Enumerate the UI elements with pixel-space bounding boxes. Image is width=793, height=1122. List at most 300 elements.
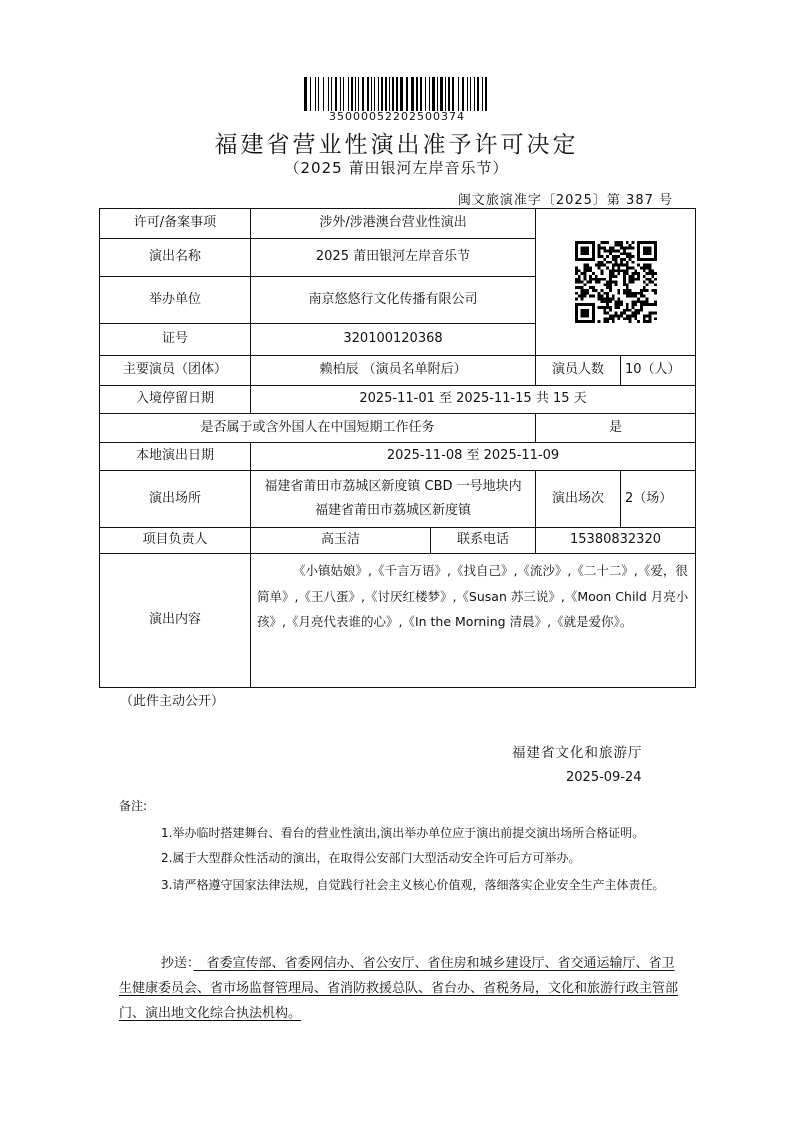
qr-module: [631, 247, 634, 250]
qr-module: [620, 315, 623, 318]
qr-code-cell: [536, 209, 696, 356]
qr-module: [654, 317, 657, 320]
qr-module: [603, 249, 606, 252]
qr-module: [608, 278, 611, 281]
barcode-bar: [355, 77, 356, 111]
qr-module: [597, 292, 600, 295]
qr-module: [606, 266, 609, 269]
qr-module: [575, 281, 578, 284]
local-dates-value: 2025-11-08 至 2025-11-09: [251, 443, 696, 471]
content-value: [251, 554, 696, 688]
qr-code: [575, 241, 657, 323]
qr-module: [614, 300, 617, 303]
qr-module: [617, 249, 620, 252]
qr-module: [645, 266, 648, 269]
barcode-bar: [411, 77, 414, 111]
barcode-bar: [458, 77, 459, 111]
qr-module: [628, 247, 631, 250]
qr-module: [640, 306, 643, 309]
qr-module: [631, 261, 634, 264]
qr-module: [620, 264, 623, 267]
qr-module: [654, 300, 657, 303]
qr-module: [603, 306, 606, 309]
qr-module: [645, 298, 648, 301]
qr-module: [611, 281, 614, 284]
qr-module: [606, 261, 609, 264]
qr-module: [631, 281, 634, 284]
permit-item-label: 许可/备案事项: [100, 209, 251, 239]
qr-module: [651, 312, 654, 315]
qr-module: [648, 266, 651, 269]
qr-module: [575, 278, 578, 281]
qr-module: [603, 320, 606, 323]
qr-module: [637, 278, 640, 281]
qr-module: [580, 295, 583, 298]
qr-module: [608, 283, 611, 286]
qr-module: [645, 283, 648, 286]
qr-module: [625, 306, 628, 309]
qr-module: [606, 249, 609, 252]
qr-module: [620, 244, 623, 247]
qr-module: [623, 272, 626, 275]
qr-module: [628, 295, 631, 298]
qr-module: [608, 286, 611, 289]
qr-module: [640, 292, 643, 295]
qr-module: [625, 283, 628, 286]
qr-module: [648, 320, 651, 323]
qr-module: [614, 261, 617, 264]
qr-module: [620, 247, 623, 250]
qr-module: [654, 312, 657, 315]
barcode-bar: [392, 77, 394, 111]
qr-module: [617, 266, 620, 269]
qr-module: [654, 289, 657, 292]
barcode-bar: [351, 77, 353, 111]
performers-value: 赖柏辰 （演员名单附后）: [251, 356, 536, 386]
qr-module: [654, 303, 657, 306]
qr-module: [614, 315, 617, 318]
qr-module: [642, 303, 645, 306]
qr-module: [620, 252, 623, 255]
venue-value: 福建省莆田市荔城区新度镇 CBD 一号地块内福建省莆田市荔城区新度镇: [251, 471, 536, 528]
table-row: [100, 414, 696, 443]
qr-module: [594, 275, 597, 278]
qr-module: [608, 281, 611, 284]
qr-module: [589, 278, 592, 281]
qr-module: [628, 266, 631, 269]
qr-module: [642, 269, 645, 272]
qr-module: [614, 303, 617, 306]
manager-value: 高玉洁: [251, 528, 431, 554]
qr-module: [634, 300, 637, 303]
qr-module: [637, 292, 640, 295]
qr-module: [648, 269, 651, 272]
qr-module: [589, 266, 592, 269]
qr-module: [625, 241, 628, 244]
qr-module: [651, 289, 654, 292]
qr-module: [583, 283, 586, 286]
qr-module: [634, 317, 637, 320]
qr-module: [617, 315, 620, 318]
qr-module: [625, 261, 628, 264]
barcode-bar: [318, 77, 319, 111]
qr-module: [617, 272, 620, 275]
qr-module: [640, 300, 643, 303]
barcode-bar: [323, 77, 324, 111]
qr-module: [611, 317, 614, 320]
qr-module: [606, 281, 609, 284]
qr-module: [628, 281, 631, 284]
local-dates-label: 本地演出日期: [100, 443, 251, 471]
qr-module: [586, 269, 589, 272]
qr-module: [628, 309, 631, 312]
qr-module: [651, 275, 654, 278]
qr-module: [577, 286, 580, 289]
qr-module: [608, 298, 611, 301]
qr-module: [606, 300, 609, 303]
qr-module: [631, 241, 634, 244]
qr-module: [623, 312, 626, 315]
short-term-work-label: 是否属于或含外国人在中国短期工作任务: [100, 414, 536, 443]
qr-module: [600, 289, 603, 292]
qr-module: [642, 247, 650, 255]
qr-module: [606, 303, 609, 306]
qr-module: [611, 264, 614, 267]
qr-module: [631, 300, 634, 303]
qr-module: [628, 252, 631, 255]
sessions-value: 2（场）: [621, 471, 696, 528]
qr-module: [628, 258, 631, 261]
sessions-label: 演出场次: [536, 471, 621, 528]
barcode-bar: [331, 77, 332, 111]
qr-module: [637, 300, 640, 303]
qr-module: [591, 295, 594, 298]
barcode-bar: [425, 77, 426, 111]
barcode-bar: [358, 77, 359, 111]
table-row: [100, 471, 696, 528]
page-title: 福建省营业性演出准予许可决定: [214, 132, 579, 158]
content-text: 《小镇姑娘》,《千言万语》,《找自己》,《流沙》,《二十二》,《爱，很简单》,《王八蛋》,《讨厌红楼梦》,《Susan 苏三说》,《Moon Child 月亮小孩》,《月亮代表谁的心》,《In the Morning 清晨》,《就是爱你》。: [257, 563, 689, 630]
qr-module: [606, 292, 609, 295]
qr-module: [628, 320, 631, 323]
qr-module: [631, 312, 634, 315]
qr-module: [614, 241, 617, 244]
qr-module: [580, 289, 583, 292]
qr-module: [623, 252, 626, 255]
qr-module: [589, 286, 592, 289]
qr-module: [603, 283, 606, 286]
qr-module: [617, 244, 620, 247]
qr-module: [597, 244, 600, 247]
venue-label: 演出场所: [100, 471, 251, 528]
qr-module: [603, 264, 606, 267]
qr-module: [614, 269, 617, 272]
qr-module: [614, 244, 617, 247]
content-label: 演出内容: [100, 554, 251, 688]
qr-module: [642, 295, 645, 298]
qr-module: [625, 255, 628, 258]
qr-module: [603, 247, 606, 250]
barcode-bar: [315, 77, 316, 111]
qr-module: [625, 269, 628, 272]
qr-module: [620, 261, 623, 264]
qr-module: [634, 312, 637, 315]
qr-module: [628, 315, 631, 318]
barcode-bar: [328, 77, 329, 111]
qr-module: [642, 275, 645, 278]
qr-module: [642, 320, 645, 323]
qr-module: [597, 249, 600, 252]
qr-module: [591, 278, 594, 281]
qr-module: [648, 303, 651, 306]
qr-module: [631, 255, 634, 258]
barcode-bar: [432, 77, 435, 111]
qr-module: [583, 292, 586, 295]
qr-module: [611, 320, 614, 323]
qr-module: [648, 315, 651, 318]
qr-module: [580, 292, 583, 295]
qr-module: [623, 283, 626, 286]
qr-module: [617, 269, 620, 272]
barcode-bar: [440, 77, 443, 111]
qr-module: [614, 283, 617, 286]
table-row: [100, 554, 696, 688]
barcode-bar: [477, 77, 479, 111]
qr-module: [608, 289, 611, 292]
performer-count-value: 10（人）: [621, 356, 696, 386]
qr-module: [648, 281, 651, 284]
barcode-bar: [340, 77, 341, 111]
qr-module: [577, 295, 580, 298]
qr-module: [586, 266, 589, 269]
qr-module: [608, 272, 611, 275]
qr-module: [634, 269, 637, 272]
qr-module: [611, 275, 614, 278]
qr-module: [577, 281, 580, 284]
qr-module: [631, 272, 634, 275]
qr-module: [608, 261, 611, 264]
qr-module: [631, 275, 634, 278]
barcode-bar: [343, 77, 344, 111]
barcode-bar: [371, 77, 372, 111]
qr-module: [591, 272, 594, 275]
qr-module: [617, 289, 620, 292]
barcode-bar: [310, 77, 311, 111]
qr-module: [611, 269, 614, 272]
qr-module: [583, 264, 586, 267]
qr-module: [600, 272, 603, 275]
document-number: 闽文旅演准字〔2025〕第 387 号: [457, 193, 673, 208]
performer-count-label: 演员人数: [536, 356, 621, 386]
barcode-bar: [482, 77, 483, 111]
cc-list: [119, 951, 679, 1026]
qr-module: [642, 289, 645, 292]
qr-module: [608, 300, 611, 303]
phone-value: 15380832320: [536, 528, 696, 554]
qr-module: [608, 315, 611, 318]
qr-module: [625, 292, 628, 295]
cc-recipients: 省委宣传部、省委网信办、省公安厅、省住房和城乡建设厅、省交通运输厅、省卫生健康委员会、省市场监督管理局、省消防救援总队、省台办、省税务局，文化和旅游行政主管部门、演出地文化综合执法机构。: [119, 956, 679, 1021]
phone-label: 联系电话: [431, 528, 536, 554]
qr-module: [625, 309, 628, 312]
qr-module: [586, 264, 589, 267]
qr-module: [645, 289, 648, 292]
qr-module: [645, 272, 648, 275]
qr-module: [614, 275, 617, 278]
qr-module: [631, 295, 634, 298]
barcode-bar: [381, 77, 383, 111]
organizer-value: 南京悠悠行文化传播有限公司: [251, 277, 536, 324]
table-row: [100, 443, 696, 471]
remark-item: 2.属于大型群众性活动的演出，在取得公安部门大型活动安全许可后方可举办。: [161, 851, 581, 865]
qr-module: [623, 309, 626, 312]
barcode-bar: [452, 77, 454, 111]
qr-module: [575, 272, 578, 275]
qr-module: [637, 309, 640, 312]
qr-module: [617, 264, 620, 267]
qr-module: [611, 247, 614, 250]
qr-module: [583, 269, 586, 272]
show-name-value: 2025 莆田银河左岸音乐节: [251, 239, 536, 277]
qr-module: [625, 303, 628, 306]
qr-module: [625, 317, 628, 320]
qr-module: [575, 298, 578, 301]
qr-module: [640, 266, 643, 269]
qr-module: [637, 275, 640, 278]
qr-module: [603, 292, 606, 295]
qr-module: [597, 278, 600, 281]
qr-module: [597, 320, 600, 323]
qr-module: [600, 264, 603, 267]
qr-module: [645, 264, 648, 267]
qr-module: [623, 275, 626, 278]
qr-module: [620, 241, 623, 244]
qr-module: [583, 278, 586, 281]
qr-module: [648, 312, 651, 315]
qr-module: [628, 289, 631, 292]
qr-module: [594, 281, 597, 284]
qr-module: [608, 306, 611, 309]
qr-module: [625, 252, 628, 255]
qr-module: [603, 312, 606, 315]
qr-module: [637, 320, 640, 323]
qr-module: [611, 255, 614, 258]
qr-module: [603, 317, 606, 320]
qr-module: [623, 269, 626, 272]
qr-module: [608, 247, 611, 250]
qr-module: [625, 264, 628, 267]
qr-module: [586, 281, 589, 284]
qr-module: [631, 306, 634, 309]
qr-module: [600, 298, 603, 301]
qr-module: [614, 312, 617, 315]
qr-module: [597, 247, 600, 250]
short-term-work-value: 是: [536, 414, 696, 443]
barcode-bar: [400, 77, 403, 111]
qr-module: [642, 266, 645, 269]
barcode-bar: [448, 77, 450, 111]
qr-module: [623, 278, 626, 281]
barcode-bar: [429, 77, 430, 111]
qr-module: [625, 286, 628, 289]
qr-module: [600, 278, 603, 281]
barcode-bar: [420, 77, 422, 111]
qr-module: [580, 309, 588, 317]
qr-module: [617, 306, 620, 309]
qr-module: [628, 292, 631, 295]
qr-module: [614, 258, 617, 261]
qr-module: [623, 249, 626, 252]
qr-module: [617, 292, 620, 295]
qr-module: [634, 295, 637, 298]
qr-module: [654, 283, 657, 286]
qr-module: [648, 278, 651, 281]
qr-module: [642, 264, 645, 267]
qr-module: [614, 306, 617, 309]
qr-module: [631, 315, 634, 318]
qr-module: [608, 275, 611, 278]
qr-module: [614, 255, 617, 258]
qr-module: [642, 281, 645, 284]
qr-module: [625, 295, 628, 298]
qr-module: [640, 303, 643, 306]
qr-module: [637, 312, 640, 315]
qr-module: [634, 278, 637, 281]
qr-module: [606, 286, 609, 289]
barcode-bar: [374, 77, 375, 111]
qr-module: [600, 300, 603, 303]
qr-module: [614, 249, 617, 252]
qr-module: [597, 255, 600, 258]
barcode-bar: [445, 77, 446, 111]
qr-module: [625, 272, 628, 275]
qr-module: [614, 264, 617, 267]
qr-module: [580, 272, 583, 275]
qr-module: [577, 269, 580, 272]
qr-module: [645, 278, 648, 281]
qr-module: [606, 283, 609, 286]
qr-module: [645, 320, 648, 323]
cc-label: 抄送：: [161, 956, 194, 971]
qr-module: [586, 292, 589, 295]
barcode-bar: [396, 77, 398, 111]
qr-module: [603, 278, 606, 281]
qr-module: [575, 269, 578, 272]
qr-module: [603, 241, 606, 244]
barcode-bar: [437, 77, 438, 111]
qr-module: [631, 266, 634, 269]
issue-date: 2025-09-24: [566, 770, 642, 785]
barcode-bar: [335, 77, 337, 111]
qr-module: [617, 317, 620, 320]
permit-item-value: 涉外/涉港澳台营业性演出: [251, 209, 536, 239]
barcode: [304, 77, 490, 111]
qr-module: [654, 292, 657, 295]
qr-module: [606, 317, 609, 320]
qr-module: [589, 295, 592, 298]
qr-module: [580, 286, 583, 289]
qr-module: [642, 317, 645, 320]
barcode-bar: [406, 77, 408, 111]
qr-module: [597, 281, 600, 284]
qr-module: [617, 298, 620, 301]
qr-module: [651, 272, 654, 275]
qr-module: [603, 300, 606, 303]
qr-module: [623, 258, 626, 261]
qr-module: [611, 295, 614, 298]
qr-module: [603, 258, 606, 261]
qr-module: [620, 269, 623, 272]
